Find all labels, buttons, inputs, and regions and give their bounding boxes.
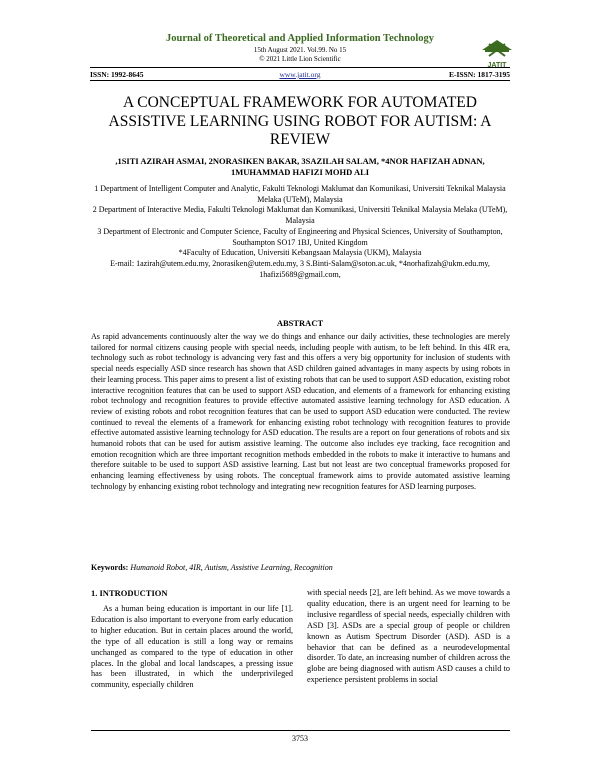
keywords-list: Humanoid Robot, 4IR, Autism, Assistive Learning, Recognition bbox=[130, 563, 333, 572]
affiliation: 1 Department of Intelligent Computer and Analytic, Fakulti Teknologi Maklumat dan Komunikasi, Universiti Teknikal Malaysia Melaka (UTeM), Malaysia bbox=[94, 184, 506, 204]
abstract-body: As rapid advancements continuously alter the way we do things and enhance our daily activities, these technologies are merely tailored for normal citizens causing people with special needs, including people with autism, to be left behind. In this 4IR era, technology such as robot technology is advancing very fast and this offers a very big opportunity for inclusion of students with special needs especially ASD since research has shown that ASD children gained advantages in many aspects by using robots in their learning process. This paper aims to present a list of existing robots that can be used to support ASD education, existing robot interactive recognition features that can be used to support ASD education, and elements of a framework for enhancing existing robot technology and recognition features to provide effective automated assistive learning technology for ASD education. A review of existing robots and robot recognition features that can be used to support ASD education were conducted. The review continued to reveal the elements of a framework for enhancing existing robot technology with recognition features to provide effective automated assistive learning technology for ASD education. The results are a report on four generations of robots and six humanoid robots that can be used for autism assistive learning. The outcome also includes eye tracking, face recognition and emotion recognition which are three important recognition methods embedded in the robots to make it interactive to humans and therefore suitable to be used to support ASD assistive learning. Last but not least are two conceptual frameworks proposed for enhancing learning effectiveness by using robots. The conceptual framework aims to provide automated assistive learning technology by enhancing existing robot technology and integrating new recognition features for ASD learning purposes. bbox=[91, 332, 510, 491]
issn: ISSN: 1992-8645 bbox=[90, 70, 144, 79]
header-rule-bottom bbox=[90, 80, 510, 81]
keywords-label: Keywords: bbox=[91, 563, 129, 572]
affiliation: *4Faculty of Education, Universiti Kebangsaan Malaysia (UKM), Malaysia bbox=[178, 248, 422, 257]
author-emails: E-mail: 1azirah@utem.edu.my, 2norasiken@utem.edu.my, 3 S.Binti-Salam@soton.ac.uk, *4norhafizah@ukm.edu.my, 1hafizi5689@gmail.com, bbox=[110, 259, 490, 279]
issue-line: 15th August 2021. Vol.99. No 15 bbox=[253, 46, 347, 54]
jatit-logo-icon bbox=[480, 36, 514, 70]
section-heading: 1. INTRODUCTION bbox=[91, 588, 168, 598]
abstract-heading: ABSTRACT bbox=[276, 318, 324, 328]
keywords bbox=[91, 563, 510, 572]
journal-title: Journal of Theoretical and Applied Information Technology bbox=[166, 33, 434, 44]
paper-title: A CONCEPTUAL FRAMEWORK FOR AUTOMATED ASSISTIVE LEARNING USING ROBOT FOR AUTISM: A REVIEW bbox=[108, 94, 492, 148]
header-rule-top bbox=[90, 67, 510, 68]
logo-text: JATIT bbox=[487, 62, 507, 69]
intro-column-right: with special needs [2], are left behind. As we move towards a quality education, there is an urgent need for learning to be inclusive regardless of special needs, especially children with ASD [3]. ASDs are a special group of people or children known as Autism Spectrum Disorder (ASD). ASD is a behavior that can be defined as a neurodevelopmental disorder. To date, an increasing number of children across the globe are being diagnosed with autism ASD causes a child to experience persistent problems in social bbox=[307, 588, 510, 685]
journal-url-link[interactable]: www.jatit.org bbox=[279, 70, 321, 79]
footer-rule bbox=[91, 730, 510, 731]
affiliation: 3 Department of Electronic and Computer Science, Faculty of Engineering and Physical Sciences, University of Southampton, Southampton SO17 1BJ, United Kingdom bbox=[97, 227, 503, 247]
affiliation: 2 Department of Interactive Media, Fakulti Teknologi Maklumat dan Komunikasi, Universiti Teknikal Malaysia Melaka (UTeM), Malaysia bbox=[92, 205, 508, 225]
eissn: E-ISSN: 1817-3195 bbox=[448, 70, 510, 79]
intro-column-left: As a human being education is important in our life [1]. Education is also important to everyone from early education to higher education. But in certain places around the world, the type of all education is still a long way or remains unchanged as compared to the type of education in other places. In the global and local landscapes, a pressing issue has been illustrated, in which the underprivileged community, especially children bbox=[91, 604, 293, 690]
author-list: ,1SITI AZIRAH ASMAI, 2NORASIKEN BAKAR, 3SAZILAH SALAM, *4NOR HAFIZAH ADNAN, 1MUHAMMAD HAFIZI MOHD ALI bbox=[115, 156, 485, 177]
copyright-line: © 2021 Little Lion Scientific bbox=[259, 55, 341, 63]
page-number: 3753 bbox=[292, 734, 308, 743]
